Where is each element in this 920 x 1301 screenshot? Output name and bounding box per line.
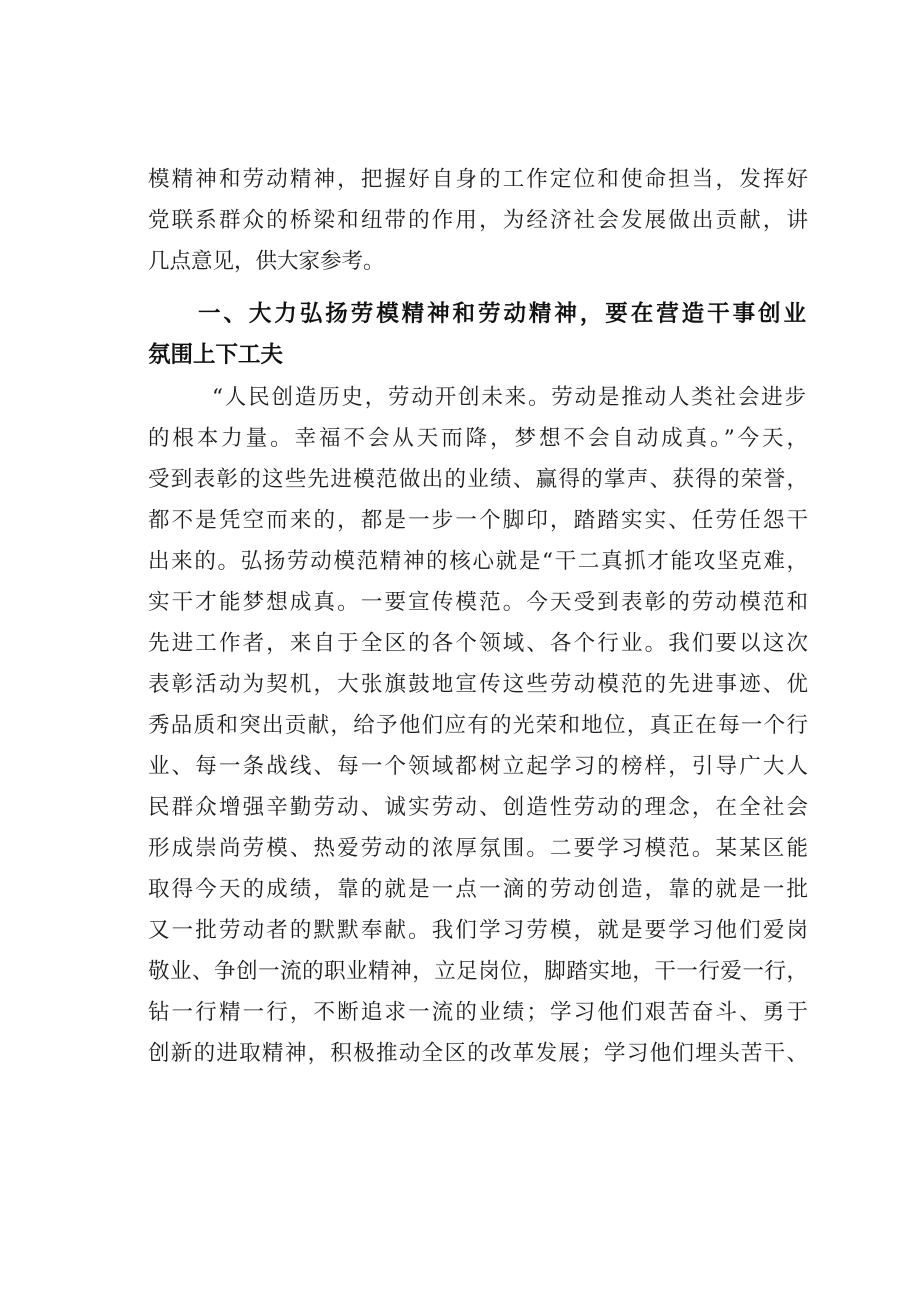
body-line-7: 先进工作者，来自于全区的各个领域、各个行业。我们要以这次 <box>148 631 808 656</box>
body-line-3: 受到表彰的这些先进模范做出的业绩、赢得的掌声、获得的荣誉， <box>148 467 808 492</box>
body-line-13: 取得今天的成绩，靠的就是一点一滴的劳动创造，靠的就是一批 <box>148 877 808 902</box>
body-line-5: 出来的。弘扬劳动模范精神的核心就是“干二真抓才能攻坚克难， <box>148 549 808 574</box>
body-line-1: “人民创造历史，劳动开创未来。劳动是推动人类社会进步 <box>212 385 806 410</box>
body-line-11: 民群众增强辛勤劳动、诚实劳动、创造性劳动的理念，在全社会 <box>148 795 808 820</box>
body-line-10: 业、每一条战线、每一个领域都树立起学习的榜样，引导广大人 <box>148 754 808 779</box>
section-heading-line-2: 氛围上下工夫 <box>148 342 284 368</box>
body-line-14: 又一批劳动者的默默奉献。我们学习劳模，就是要学习他们爱岗 <box>148 918 808 943</box>
body-line-17: 创新的进取精神，积极推动全区的改革发展；学习他们埋头苦干、 <box>148 1041 808 1066</box>
body-line-4: 都不是凭空而来的，都是一步一个脚印，踏踏实实、任劳任怨干 <box>148 508 808 533</box>
intro-line-1: 模精神和劳动精神，把握好自身的工作定位和使命担当，发挥好 <box>148 167 808 192</box>
body-line-9: 秀品质和突出贡献，给予他们应有的光荣和地位，真正在每一个行 <box>148 713 808 738</box>
body-line-2: 的根本力量。幸福不会从天而降，梦想不会自动成真。”今天， <box>148 426 808 451</box>
section-heading-line-1: 一、大力弘扬劳模精神和劳动精神，要在营造干事创业 <box>198 301 806 327</box>
body-line-16: 钻一行精一行，不断追求一流的业绩；学习他们艰苦奋斗、勇于 <box>148 1000 808 1025</box>
body-line-6: 实干才能梦想成真。一要宣传模范。今天受到表彰的劳动模范和 <box>148 590 808 615</box>
intro-line-3: 几点意见，供大家参考。 <box>148 249 385 274</box>
body-line-12: 形成崇尚劳模、热爱劳动的浓厚氛围。二要学习模范。某某区能 <box>148 836 808 861</box>
intro-line-2: 党联系群众的桥梁和纽带的作用，为经济社会发展做出贡献，讲 <box>148 208 808 233</box>
body-line-15: 敬业、争创一流的职业精神，立足岗位，脚踏实地，干一行爱一行， <box>148 959 808 984</box>
body-line-8: 表彰活动为契机，大张旗鼓地宣传这些劳动模范的先进事迹、优 <box>148 672 808 697</box>
